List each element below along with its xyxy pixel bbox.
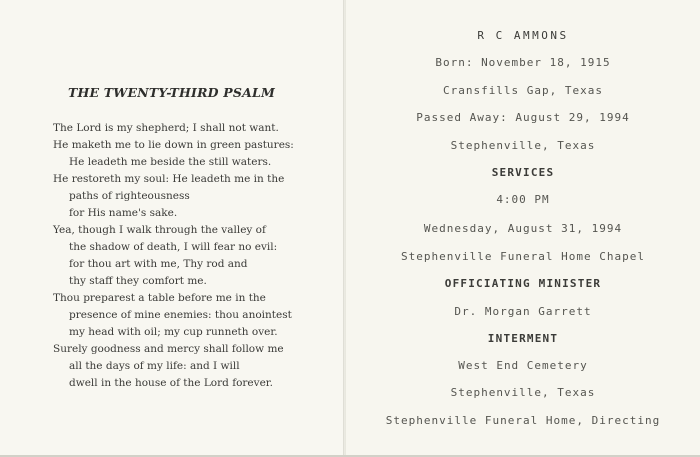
- minister-heading: OFFICIATING MINISTER: [444, 277, 602, 290]
- services-heading: SERVICES: [491, 166, 555, 179]
- psalm-line: Yea, though I walk through the valley of: [53, 224, 266, 236]
- psalm-line: all the days of my life: and I will: [69, 360, 240, 372]
- funeral-home-directing: Stephenville Funeral Home, Directing: [385, 414, 661, 427]
- death-date: Passed Away: August 29, 1994: [416, 111, 630, 124]
- interment-heading: INTERMENT: [487, 332, 559, 345]
- psalm-line: for His name's sake.: [69, 207, 178, 219]
- psalm-line: paths of righteousness: [69, 190, 190, 202]
- psalm-text: [53, 120, 294, 392]
- psalm-line: presence of mine enemies: thou anointest: [69, 309, 292, 321]
- psalm-line: my head with oil; my cup runneth over.: [69, 326, 278, 338]
- psalm-line: He maketh me to lie down in green pastures:: [53, 139, 294, 151]
- cemetery-city: Stephenville, Texas: [450, 386, 596, 399]
- psalm-line: thy staff they comfort me.: [69, 275, 207, 287]
- birth-date: Born: November 18, 1915: [435, 56, 611, 69]
- psalm-line: Thou preparest a table before me in the: [53, 292, 266, 304]
- psalm-line: for thou art with me, Thy rod and: [69, 258, 248, 270]
- death-place: Stephenville, Texas: [450, 139, 596, 152]
- psalm-line: Surely goodness and mercy shall follow me: [53, 343, 284, 355]
- birth-place: Cransfills Gap, Texas: [442, 84, 604, 97]
- service-location: Stephenville Funeral Home Chapel: [401, 250, 645, 263]
- psalm-line: The Lord is my shepherd; I shall not want.: [53, 122, 279, 134]
- service-date: Wednesday, August 31, 1994: [423, 222, 623, 235]
- psalm-line: He restoreth my soul: He leadeth me in the: [53, 173, 285, 185]
- psalm-line: the shadow of death, I will fear no evil:: [69, 241, 278, 253]
- deceased-name: R C AMMONS: [477, 29, 569, 42]
- psalm-line: dwell in the house of the Lord forever.: [69, 377, 273, 389]
- minister-name: Dr. Morgan Garrett: [454, 305, 592, 318]
- psalm-line: He leadeth me beside the still waters.: [69, 156, 272, 168]
- cemetery-name: West End Cemetery: [458, 359, 588, 372]
- psalm-title: THE TWENTY-THIRD PSALM: [67, 85, 276, 100]
- service-time: 4:00 PM: [496, 193, 550, 206]
